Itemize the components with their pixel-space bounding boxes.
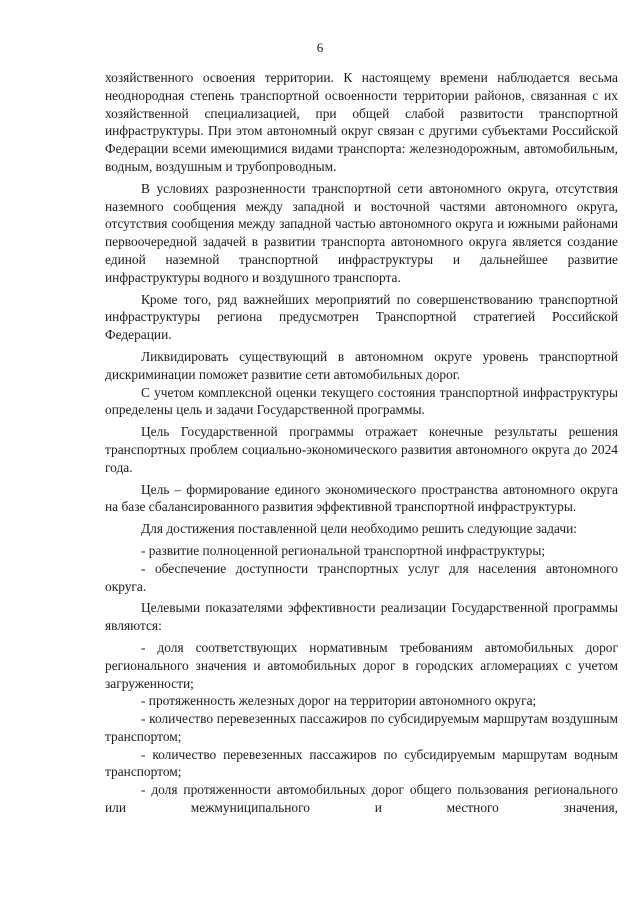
paragraph-tasks-intro: Для достижения поставленной цели необходимо решить следующие задачи: xyxy=(141,521,577,537)
paragraph-transport-development: хозяйственного освоения территории. К настоящему времени наблюдается весьма неоднородная степень транспортной освоенности территории районов, связанная с их хозяйственной специализацией, при общей слабой развитости транспортной инфраструктуры. При этом автономный округ связан с другими субъектами Российской Федерации всеми имеющимися видами транспорта: железнодорожным, автомобильным, водным, воздушным и трубопроводным. xyxy=(105,70,618,174)
list-item-task-accessibility: - обеспечение доступности транспортных услуг для населения автономного округа. xyxy=(105,560,618,594)
paragraph-discrimination: Ликвидировать существующий в автономном округе уровень транспортной дискриминации поможет развитие сети автомобильных дорог. xyxy=(105,348,618,382)
paragraph-goal: Цель – формирование единого экономического пространства автономного округа на базе сбалансированного развития эффективной транспортной инфраструктуры. xyxy=(105,481,618,515)
list-item-indicator-railways: - протяженность железных дорог на территории автономного округа; xyxy=(141,693,537,709)
paragraph-fragmented-network: В условиях разрозненности транспортной сети автономного округа, отсутствия наземного сообщения между западной и восточной частями автономного округа, отсутствия сообщения между западной частью автономного округа и южными районами первоочередной задачей в развитии транспорта автономного округа является создание единой наземной транспортной инфраструктуры и дальнейшее развитие инфраструктуры водного и воздушного транспорта. xyxy=(105,180,618,285)
paragraph-assessment: С учетом комплексной оценки текущего состояния транспортной инфраструктуры определены цель и задачи Государственной программы. xyxy=(105,384,618,418)
paragraph-goal-results: Цель Государственной программы отражает конечные результаты решения транспортных проблем социально-экономического развития автономного округа до 2024 года. xyxy=(105,424,618,475)
list-item-indicator-public-roads: - доля протяженности автомобильных дорог общего пользования регионального или межмуниципального и местного значения, xyxy=(105,782,618,816)
paragraph-indicators-intro: Целевыми показателями эффективности реализации Государственной программы являются: xyxy=(105,600,618,634)
page-number: 6 xyxy=(316,40,324,55)
paragraph-transport-strategy: Кроме того, ряд важнейших мероприятий по совершенствованию транспортной инфраструктуры региона предусмотрен Транспортной стратегией Российской Федерации. xyxy=(105,291,618,343)
list-item-task-infrastructure: - развитие полноценной региональной транспортной инфраструктуры; xyxy=(141,542,546,558)
list-item-indicator-air-passengers: - количество перевезенных пассажиров по субсидируемым маршрутам воздушным транспортом; xyxy=(105,711,618,744)
document-body xyxy=(105,69,618,817)
list-item-indicator-roads-share: - доля соответствующих нормативным требованиям автомобильных дорог регионального значения и автомобильных дорог в городских агломерациях с учетом загруженности; xyxy=(105,639,618,691)
list-item-indicator-water-passengers: - количество перевезенных пассажиров по субсидируемым маршрутам водным транспортом; xyxy=(105,746,618,780)
